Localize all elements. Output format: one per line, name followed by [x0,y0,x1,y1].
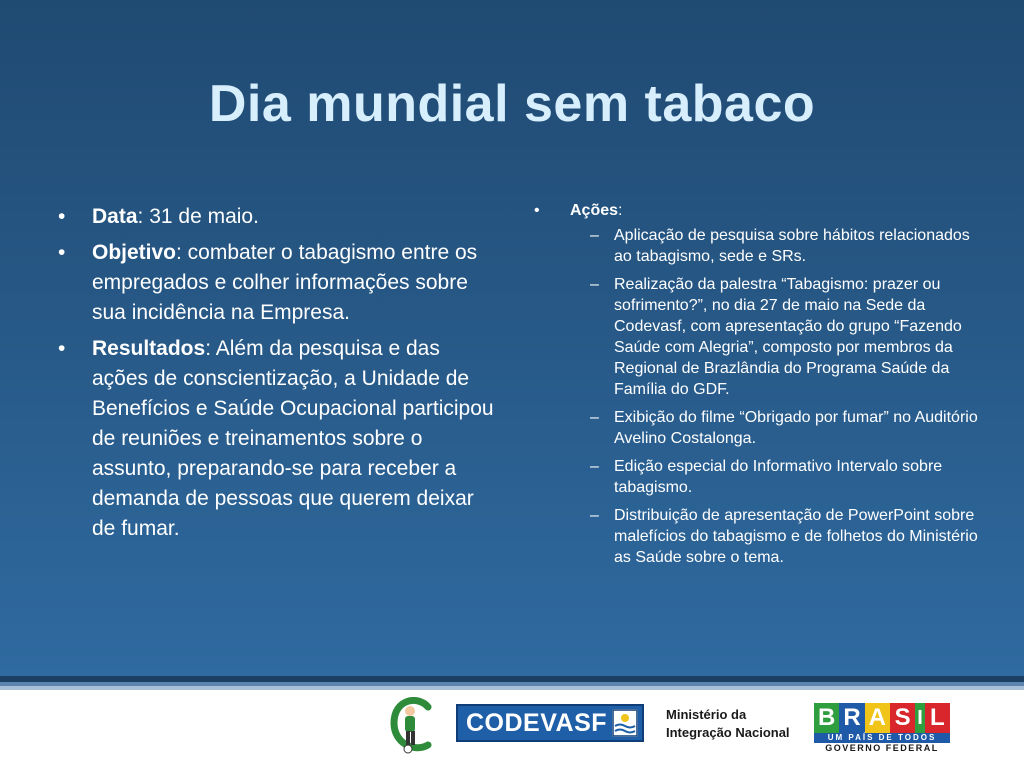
bullet-objetivo [58,238,498,328]
bullet-text: : Além da pesquisa e das ações de conscientização, a Unidade de Benefícios e Saúde Ocupacional participou de reuniões e treinamentos sobre o assunto, preparando-se para receber a demanda de pessoas que querem deixar de fumar. [92,337,494,540]
sub-item: – Realização da palestra “Tabagismo: prazer ou sofrimento?”, no dia 27 de maio na Sede da Codevasf, com apresentação do grupo “Fazendo Saúde com Alegria”, composto por membros da Regional de Brazlândia do Programa Saúde da Família do GDF. [570,274,984,400]
sub-item: – Edição especial do Informativo Intervalo sobre tabagismo. [570,456,984,498]
brasil-governo-logo [814,703,950,753]
brasil-letters [814,703,950,733]
governo-federal-text: GOVERNO FEDERAL [825,743,939,753]
brasil-letter: R [839,703,864,733]
slide-title: Dia mundial sem tabaco [208,75,816,133]
ministerio-logo [666,706,796,742]
footer-stripe-light [0,686,1024,690]
bullet-resultados [58,334,498,544]
brasil-letter: S [890,703,915,733]
ministerio-line1: Ministério da [666,707,747,722]
codevasf-logo [456,704,644,742]
left-bullet-list [58,202,498,544]
bullet-label: Ações [570,202,619,219]
acoes-sub-list [570,225,984,568]
brasil-letter: I [915,703,924,733]
left-column [58,202,498,550]
bullet-data [58,202,498,232]
bullet-acoes [534,200,984,568]
codevasf-emblem-icon [612,709,638,737]
mascot-logo-icon [388,697,434,755]
sub-item: – Aplicação de pesquisa sobre hábitos relacionados ao tabagismo, sede e SRs. [570,225,984,267]
sub-item: – Exibição do filme “Obrigado por fumar” no Auditório Avelino Costalonga. [570,407,984,449]
bullet-text: : 31 de maio. [137,205,259,228]
ministerio-line2: Integração Nacional [666,725,790,740]
brasil-letter: L [925,703,950,733]
bullet-label: Objetivo [92,241,177,264]
right-column [534,200,984,575]
bullet-label: Data [92,205,138,228]
bullet-suffix: : [618,202,623,219]
right-bullet-list [534,200,984,568]
bullet-text: : combater o tabagismo entre os empregados e colher informações sobre sua incidência na Empresa. [92,241,478,324]
codevasf-wordmark: CODEVASF [466,708,608,737]
brasil-letter: B [814,703,839,733]
brasil-letter: A [865,703,890,733]
bullet-label: Resultados [92,337,206,360]
sub-item: – Distribuição de apresentação de PowerPoint sobre malefícios do tabagismo e de folhetos do Ministério as Saúde sobre o tema. [570,505,984,568]
brasil-tagline: UM PAÍS DE TODOS [814,733,950,743]
